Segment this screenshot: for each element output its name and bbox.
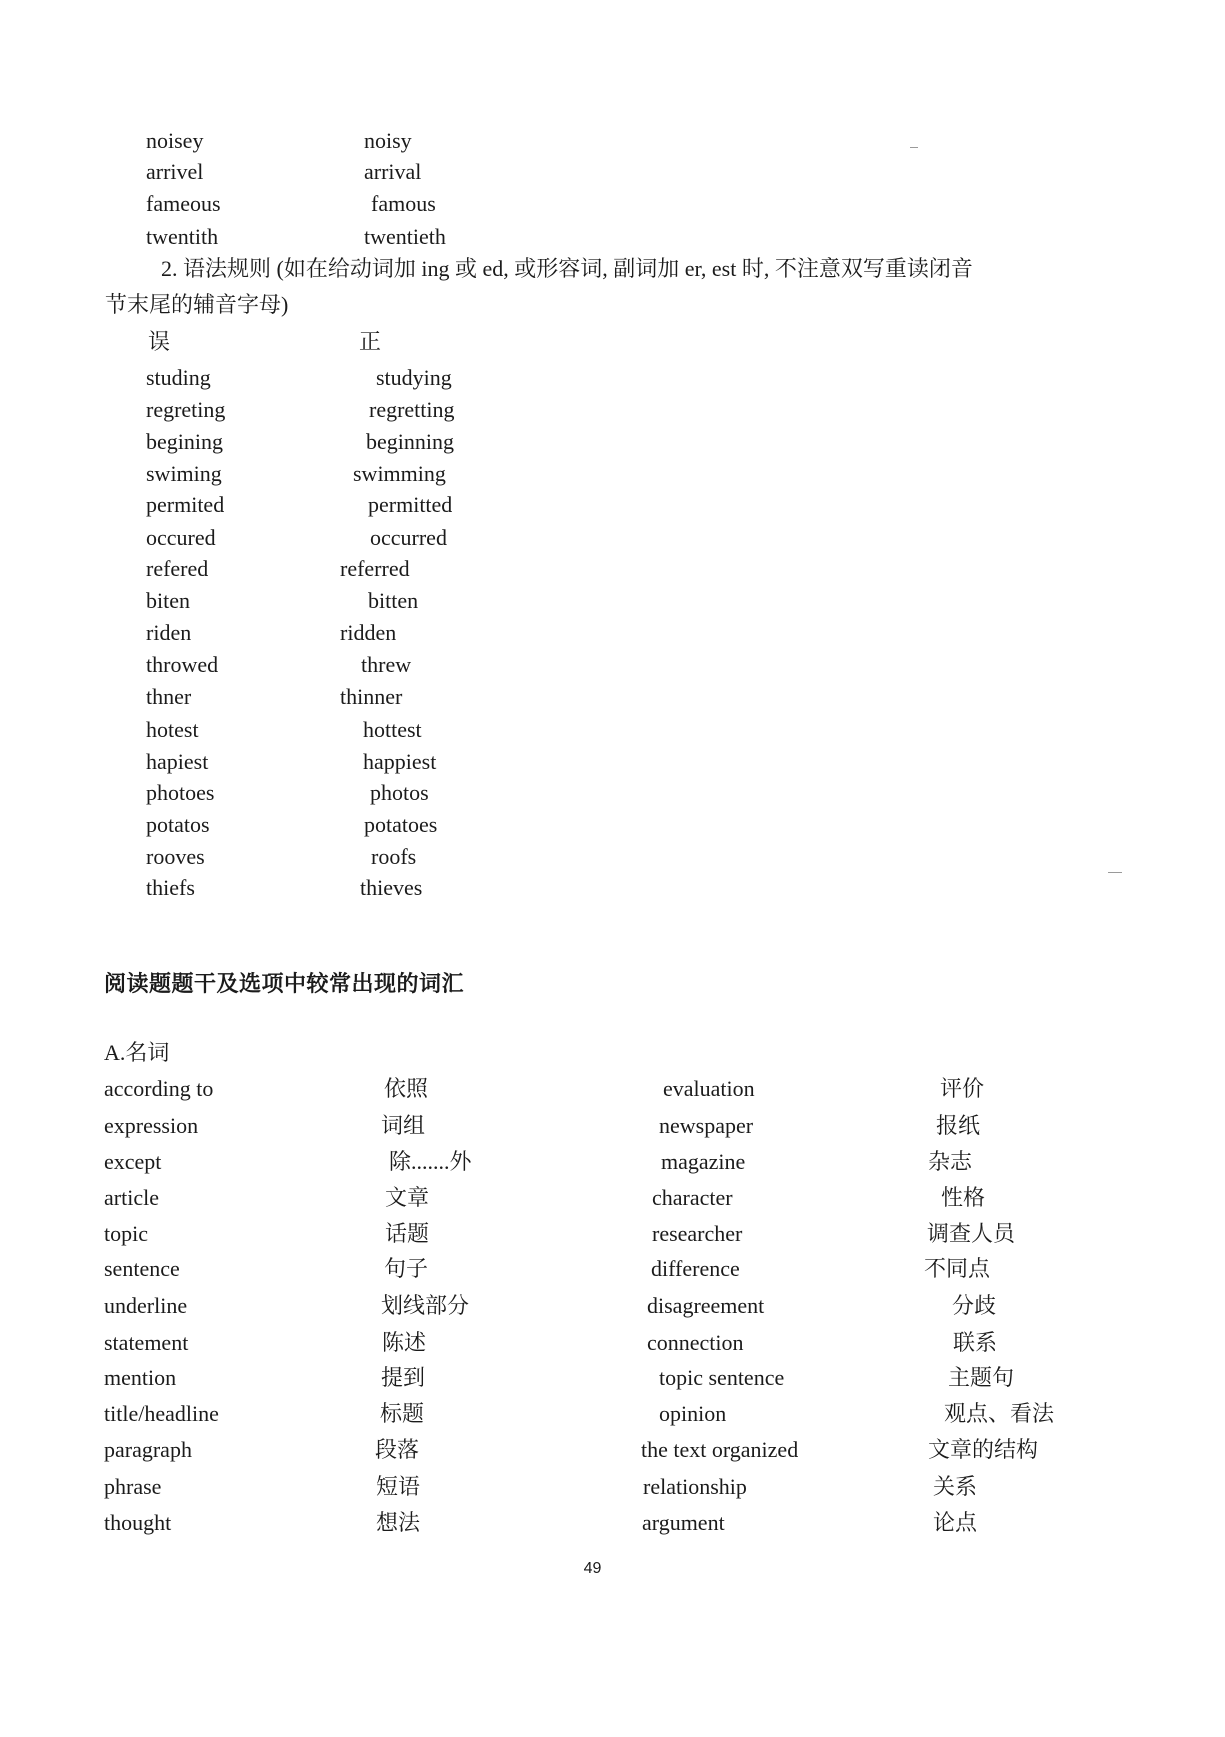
word-pair-row xyxy=(0,364,1225,392)
english-term: opinion xyxy=(659,1401,727,1426)
english-term: article xyxy=(104,1185,159,1210)
misspelled-word: regreting xyxy=(146,397,226,422)
misspelled-word: thiefs xyxy=(146,875,195,900)
chinese-meaning: 句子 xyxy=(384,1256,429,1281)
vocab-row xyxy=(0,1329,1225,1357)
english-term: evaluation xyxy=(663,1076,755,1101)
correct-word: photos xyxy=(370,780,429,805)
word-pair-row xyxy=(0,223,1225,251)
correct-word: permitted xyxy=(368,492,453,517)
correct-word: beginning xyxy=(366,429,454,454)
word-pair-row xyxy=(0,460,1225,488)
misspelled-word: potatos xyxy=(146,812,210,837)
subsection-label: A.名词 xyxy=(104,1040,170,1065)
vocab-row xyxy=(0,1400,1225,1428)
misspelled-word: hotest xyxy=(146,717,199,742)
word-pair-row xyxy=(0,683,1225,711)
misspelled-word: throwed xyxy=(146,652,219,677)
word-pair-row xyxy=(0,874,1225,902)
grammar-rule-line-1: 2. 语法规则 (如在给动词加 ing 或 ed, 或形容词, 副词加 er, est 时, 不注意双写重读闭音 xyxy=(161,256,973,281)
vocab-row xyxy=(0,1473,1225,1501)
english-term: title/headline xyxy=(104,1401,219,1426)
misspelled-word: fameous xyxy=(146,191,221,216)
chinese-meaning: 关系 xyxy=(933,1474,978,1499)
word-pair-row xyxy=(0,587,1225,615)
misspelled-word: studing xyxy=(146,365,211,390)
english-term: relationship xyxy=(643,1474,747,1499)
correct-word: thieves xyxy=(360,875,423,900)
correct-word: studying xyxy=(376,365,452,390)
english-term: statement xyxy=(104,1330,189,1355)
grammar-rule-line-2: 节末尾的辅音字母) xyxy=(105,292,289,317)
misspelled-word: twentith xyxy=(146,224,219,249)
word-pair-row xyxy=(0,555,1225,583)
chinese-meaning: 报纸 xyxy=(936,1113,981,1138)
chinese-meaning: 杂志 xyxy=(928,1149,973,1174)
chinese-meaning: 段落 xyxy=(375,1437,420,1462)
chinese-meaning: 词组 xyxy=(381,1113,426,1138)
chinese-meaning: 分歧 xyxy=(952,1293,997,1318)
chinese-meaning: 主题句 xyxy=(948,1365,1015,1390)
misspelled-word: begining xyxy=(146,429,223,454)
vocab-row xyxy=(0,1292,1225,1320)
chinese-meaning: 联系 xyxy=(953,1330,998,1355)
english-term: topic xyxy=(104,1221,148,1246)
header-wrong: 误 xyxy=(148,329,171,354)
word-pair-row xyxy=(0,396,1225,424)
chinese-meaning: 文章的结构 xyxy=(928,1437,1039,1462)
misspelled-word: riden xyxy=(146,620,192,645)
word-pair-row xyxy=(0,158,1225,186)
word-pair-row xyxy=(0,190,1225,218)
word-pair-row xyxy=(0,779,1225,807)
correct-word: swimming xyxy=(353,461,446,486)
vocab-row xyxy=(0,1112,1225,1140)
word-pair-row xyxy=(0,716,1225,744)
correct-word: noisy xyxy=(364,128,412,153)
misspelled-word: hapiest xyxy=(146,749,209,774)
chinese-meaning: 划线部分 xyxy=(381,1293,470,1318)
word-pair-row xyxy=(0,127,1225,155)
english-term: argument xyxy=(642,1510,725,1535)
correct-word: twentieth xyxy=(364,224,446,249)
vocab-row xyxy=(0,1075,1225,1103)
correct-word: famous xyxy=(371,191,436,216)
misspelled-word: permited xyxy=(146,492,225,517)
chinese-meaning: 观点、看法 xyxy=(944,1401,1055,1426)
chinese-meaning: 评价 xyxy=(940,1076,985,1101)
correct-word: occurred xyxy=(370,525,447,550)
english-term: according to xyxy=(104,1076,214,1101)
english-term: difference xyxy=(651,1256,740,1281)
chinese-meaning: 文章 xyxy=(385,1185,430,1210)
header-right: 正 xyxy=(359,329,382,354)
english-term: connection xyxy=(647,1330,744,1355)
english-term: character xyxy=(652,1185,733,1210)
chinese-meaning: 想法 xyxy=(376,1510,421,1535)
english-term: mention xyxy=(104,1365,177,1390)
word-pair-row xyxy=(0,651,1225,679)
english-term: magazine xyxy=(661,1149,746,1174)
correct-word: arrival xyxy=(364,159,422,184)
word-pair-row xyxy=(0,748,1225,776)
misspelled-word: occured xyxy=(146,525,216,550)
chinese-meaning: 陈述 xyxy=(382,1330,427,1355)
section-heading: 阅读题题干及选项中较常出现的词汇 xyxy=(104,972,465,997)
misspelled-word: thner xyxy=(146,684,192,709)
english-term: newspaper xyxy=(659,1113,754,1138)
page-number: 49 xyxy=(583,1560,602,1577)
misspelled-word: rooves xyxy=(146,844,205,869)
english-term: underline xyxy=(104,1293,188,1318)
word-pair-row xyxy=(0,619,1225,647)
vocab-row xyxy=(0,1184,1225,1212)
vocab-row xyxy=(0,1220,1225,1248)
correct-word: roofs xyxy=(371,844,417,869)
vocab-row xyxy=(0,1148,1225,1176)
english-term: phrase xyxy=(104,1474,162,1499)
vocab-row xyxy=(0,1509,1225,1537)
chinese-meaning: 提到 xyxy=(381,1365,426,1390)
english-term: the text organized xyxy=(641,1437,799,1462)
word-pair-row xyxy=(0,428,1225,456)
chinese-meaning: 调查人员 xyxy=(927,1221,1016,1246)
word-pair-row xyxy=(0,524,1225,552)
english-term: disagreement xyxy=(647,1293,765,1318)
misspelled-word: refered xyxy=(146,556,209,581)
english-term: researcher xyxy=(652,1221,743,1246)
chinese-meaning: 标题 xyxy=(380,1401,425,1426)
misspelled-word: biten xyxy=(146,588,190,613)
chinese-meaning: 不同点 xyxy=(924,1256,991,1281)
english-term: topic sentence xyxy=(659,1365,785,1390)
chinese-meaning: 话题 xyxy=(385,1221,430,1246)
scan-speck xyxy=(1108,872,1122,873)
correct-word: ridden xyxy=(340,620,397,645)
correct-word: threw xyxy=(361,652,412,677)
vocab-row xyxy=(0,1364,1225,1392)
word-pair-row xyxy=(0,491,1225,519)
misspelled-word: arrivel xyxy=(146,159,204,184)
word-pair-row xyxy=(0,843,1225,871)
english-term: except xyxy=(104,1149,162,1174)
misspelled-word: noisey xyxy=(146,128,204,153)
correct-word: thinner xyxy=(340,684,403,709)
column-header-row xyxy=(0,328,1225,356)
correct-word: regretting xyxy=(369,397,455,422)
misspelled-word: swiming xyxy=(146,461,222,486)
english-term: expression xyxy=(104,1113,199,1138)
correct-word: hottest xyxy=(363,717,422,742)
chinese-meaning: 论点 xyxy=(933,1510,978,1535)
misspelled-word: photoes xyxy=(146,780,215,805)
english-term: thought xyxy=(104,1510,172,1535)
chinese-meaning: 依照 xyxy=(384,1076,429,1101)
english-term: sentence xyxy=(104,1256,180,1281)
chinese-meaning: 除.......外 xyxy=(389,1149,472,1174)
correct-word: potatoes xyxy=(364,812,438,837)
correct-word: referred xyxy=(340,556,410,581)
english-term: paragraph xyxy=(104,1437,192,1462)
correct-word: bitten xyxy=(368,588,419,613)
correct-word: happiest xyxy=(363,749,437,774)
chinese-meaning: 性格 xyxy=(941,1185,986,1210)
vocab-row xyxy=(0,1436,1225,1464)
word-pair-row xyxy=(0,811,1225,839)
chinese-meaning: 短语 xyxy=(376,1474,421,1499)
vocab-row xyxy=(0,1255,1225,1283)
